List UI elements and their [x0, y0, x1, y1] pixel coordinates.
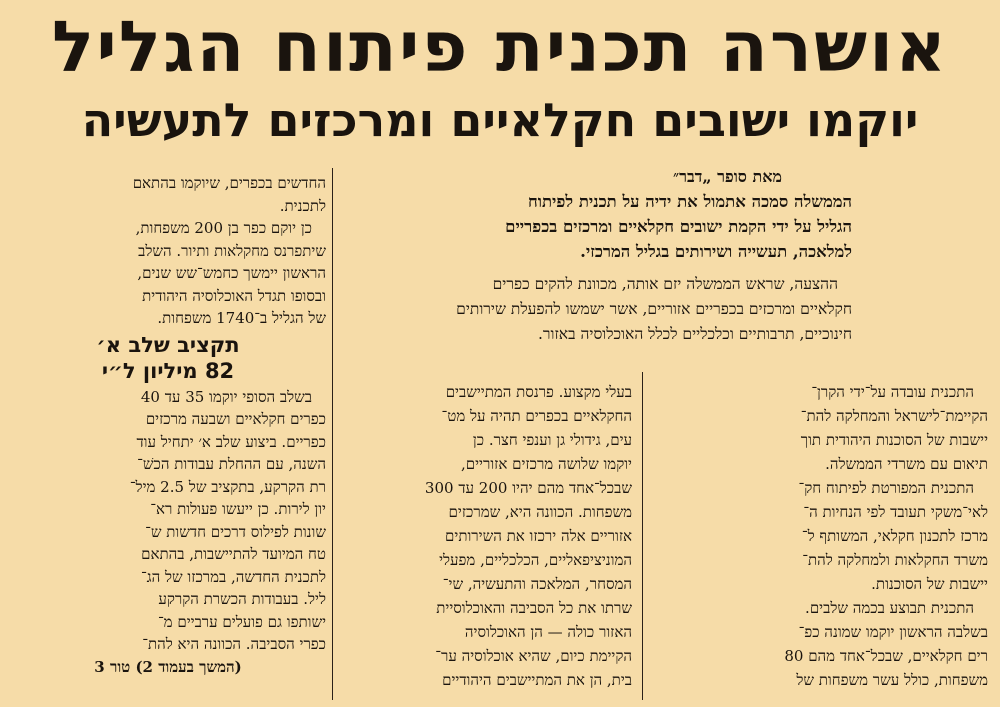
text-line: בית, הן את המתיישבים היהודיים — [442, 671, 632, 689]
text-line: שיתפרנס מחקלאות ותיור. השלב — [138, 241, 326, 260]
text-line: שונות לפילוס דרכים חדשות ש־ — [145, 522, 326, 541]
continued-note: (המשך בעמוד 2) טור 3 — [94, 657, 242, 676]
text-line: ישותפו גם פועלים ערביים מ־ — [157, 612, 326, 631]
body-line: חקלאיים ומרכזים בכפריים אזוריים, אשר ישמשו להפעלת שירותים — [456, 299, 852, 318]
lead-paragraph — [362, 189, 852, 264]
text-line: לתכנית. — [279, 196, 326, 215]
text-line: שבכל־אחד מהם יהיו 200 עד 300 — [424, 479, 632, 497]
right-column — [648, 380, 988, 692]
text-line: שרתו את כל הסביבה והאוכלוסיית — [436, 599, 632, 617]
text-line: טח המיועד להתיישבות, בהתאם — [141, 545, 326, 563]
body-line: ההצעה, שראש הממשלה יזם אותה, מכוונת להקים כפרים — [492, 274, 838, 293]
text-line: ובסופו תגדל האוכלוסיה היהודית — [142, 286, 326, 305]
text-line: התכנית עובדה על־ידי הקרן־ — [811, 383, 974, 401]
column-divider — [642, 372, 643, 700]
text-line: כפריים. ביצוע שלב א׳ יתחיל עוד — [136, 432, 326, 451]
lead-line: הממשלה סמכה אתמול את ידיה על תכנית לפיתוח — [528, 191, 852, 211]
column-divider — [332, 168, 333, 700]
text-line: אזוריים אלה ירכזו את השירותים — [445, 527, 632, 545]
text-line: משפחות, כולל עשר משפחות של — [796, 671, 988, 689]
left-column — [10, 172, 326, 678]
text-line: עים, גידולי גן וענפי חצר. כן — [472, 431, 632, 449]
text-line: יון לירות. כן ייעשו פעולות רא־ — [150, 500, 326, 518]
text-line: לתכנית החדשה, במרכזו של הג־ — [140, 567, 326, 586]
text-line: יישבות של הסוכנות. — [871, 575, 988, 593]
intro-block — [362, 166, 852, 347]
subtitle-line: 82 מיליון ל״י — [101, 358, 235, 383]
text-line: התכנית המפורטת לפיתוח חק־ — [798, 479, 974, 497]
text-line: החדשים בכפרים, שיוקמו בהתאם — [132, 174, 326, 192]
lead-line: למלאכה, תעשייה ושירותים בגליל המרכזי. — [580, 241, 852, 261]
middle-column — [344, 380, 632, 692]
text-line: הראשון יימשך כחמש־שש שנים, — [137, 264, 326, 282]
text-line: יוקמו שלושה מרכזים אזוריים, — [460, 455, 632, 473]
section-subtitle — [10, 332, 326, 384]
text-line: בשלב הסופי יוקמו 35 עד 40 — [140, 387, 312, 406]
text-line: כן יוקם כפר בן 200 משפחות, — [135, 219, 312, 237]
subheadline: יוקמו ישובים חקלאיים ומרכזים לתעשיה — [81, 93, 919, 147]
text-line: החקלאיים בכפרים תהיה על מט־ — [441, 407, 632, 425]
text-line: ליל. בעבודות הכשרת הקרקע — [158, 590, 326, 608]
text-line: משרד החקלאות ולמחלקה להת־ — [802, 551, 988, 569]
text-line: תיאום עם משרדי הממשלה. — [825, 455, 988, 473]
text-line: מרכז לתכנון חקלאי, המשותף ל־ — [801, 527, 988, 545]
lead-line: הגליל על ידי הקמת ישובים חקלאיים ומרכזים בכפריים — [505, 216, 852, 236]
byline: מאת סופר „דבר״ — [673, 167, 782, 186]
body-line: חינוכיים, תרבותיים וכלכליים לכלל האוכלוסיה באזור. — [537, 324, 852, 343]
text-line: של הגליל ב־1740 משפחות. — [157, 309, 326, 327]
text-line: משפחות. הכוונה היא, שמרכזים — [448, 503, 632, 521]
text-line: כפרי הסביבה. הכוונה היא להת־ — [142, 635, 326, 653]
text-line: השנה, עם ההחלת עבודות הכשׁ־ — [137, 455, 326, 473]
text-line: הקיימת־לישראל והמחלקה להת־ — [800, 407, 988, 425]
subtitle-line: תקציב שלב א׳ — [96, 332, 240, 357]
text-line: יישבות של הסוכנות היהודית תוך — [800, 431, 988, 449]
headline: אושרה תכנית פיתוח הגליל — [51, 6, 949, 88]
text-line: המסחר, המלאכה והתעשיה, שי־ — [442, 575, 632, 593]
text-line: רים חקלאיים, שבכל־אחד מהם 80 — [784, 647, 988, 665]
text-line: לאי־משקי תעובד לפי הנחיות ה־ — [803, 503, 988, 521]
text-line: כפרים חקלאיים ושבעה מרכזים — [145, 410, 326, 428]
text-line: הקיימת כיום, שהיא אוכלוסיה ער־ — [435, 647, 632, 665]
intro-body — [362, 272, 852, 347]
text-line: האזור כולה — הן האוכלוסיה — [464, 623, 632, 641]
text-line: המוניציפאליים, הכלכליים, מפעלי — [439, 551, 632, 569]
text-line: בשלבה הראשון יוקמו שמונה כפ־ — [798, 623, 988, 641]
text-line: בעלי מקצוע. פרנסת המתיישבים — [445, 383, 632, 401]
text-line: התכנית תבוצע בכמה שלבים. — [805, 599, 974, 617]
text-line: רת הקרקע, בתקציב של 2.5 מיל־ — [129, 477, 326, 496]
